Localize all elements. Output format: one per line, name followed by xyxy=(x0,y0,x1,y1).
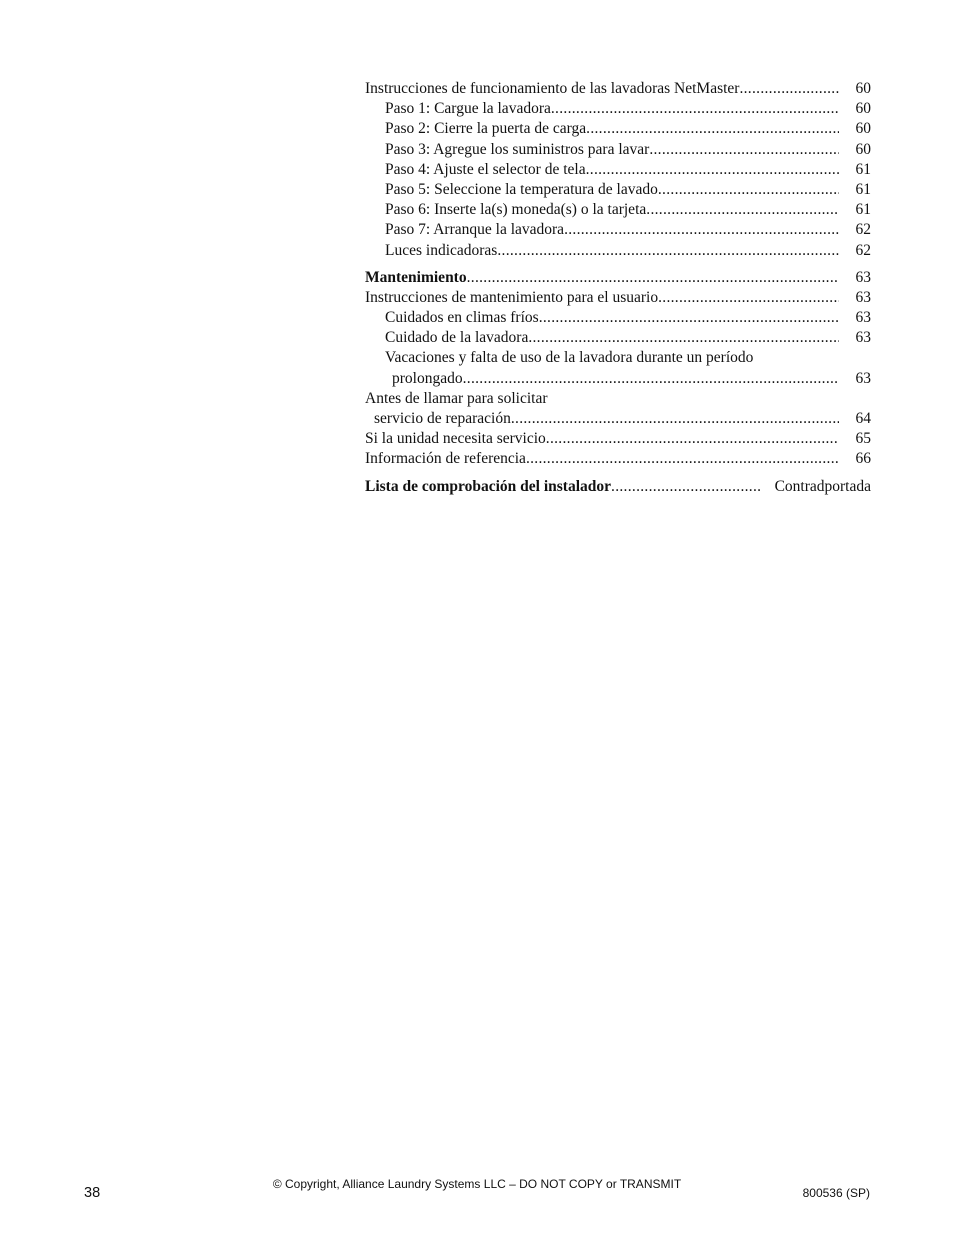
toc-leader xyxy=(564,220,839,240)
toc-entry-page: 63 xyxy=(855,329,871,347)
toc-entry-title: Paso 3: Agregue los suministros para lavar xyxy=(385,140,650,158)
toc-entry-title: Paso 2: Cierre la puerta de carga xyxy=(385,120,587,138)
toc-entry-title: Antes de llamar para solicitar xyxy=(365,389,548,407)
toc-entry-title: Mantenimiento xyxy=(365,268,467,286)
toc-entry-page: 62 xyxy=(855,241,871,259)
toc-entry-page: 65 xyxy=(855,430,871,448)
toc-entry-page: Contradportada xyxy=(774,477,871,495)
toc-entry xyxy=(365,409,871,429)
toc-entry-title: Luces indicadoras xyxy=(385,241,498,259)
toc-entry-title: Instrucciones de mantenimiento para el usuario xyxy=(365,288,659,306)
toc-leader xyxy=(646,200,839,220)
toc-leader xyxy=(586,119,839,139)
toc-entry-title: Vacaciones y falta de uso de la lavadora durante un período xyxy=(385,349,754,367)
toc-entry xyxy=(365,429,871,449)
toc-entry-title: Lista de comprobación del instalador xyxy=(365,477,612,495)
toc-leader xyxy=(526,449,839,469)
toc-leader xyxy=(658,288,839,308)
toc-entry-title: Si la unidad necesita servicio xyxy=(365,430,546,448)
toc-entry-page: 63 xyxy=(855,369,871,387)
toc-entry-page: 60 xyxy=(855,120,871,138)
toc-entry-page: 61 xyxy=(855,201,871,219)
toc-entry-page: 63 xyxy=(855,268,871,286)
toc-entry xyxy=(365,449,871,469)
toc-entry-title: Paso 4: Ajuste el selector de tela xyxy=(385,160,586,178)
toc-entry xyxy=(365,220,871,240)
toc-entry-title: Paso 7: Arranque la lavadora xyxy=(385,221,565,239)
toc-entry xyxy=(365,119,871,139)
toc-entry-title: Cuidado de la lavadora xyxy=(385,329,529,347)
toc-entry xyxy=(365,369,871,389)
toc-entry-page: 60 xyxy=(855,140,871,158)
table-of-contents xyxy=(365,79,871,497)
toc-leader xyxy=(551,99,839,119)
toc-leader xyxy=(539,308,839,328)
toc-entry-title-continued: servicio de reparación xyxy=(374,410,511,427)
toc-entry-page: 64 xyxy=(855,410,871,427)
toc-leader xyxy=(511,409,839,429)
page-number: 38 xyxy=(84,1185,101,1201)
toc-entry xyxy=(365,160,871,180)
toc-entry-title: Información de referencia xyxy=(365,450,526,468)
toc-entry-page: 63 xyxy=(855,288,871,306)
toc-entry xyxy=(365,268,871,288)
toc-entry-page: 63 xyxy=(855,309,871,327)
toc-entry xyxy=(365,79,871,99)
toc-leader xyxy=(586,160,839,180)
toc-leader xyxy=(463,369,839,389)
toc-entry xyxy=(365,308,871,328)
toc-entry-title: Instrucciones de funcionamiento de las lavadoras NetMaster xyxy=(365,80,740,97)
toc-leader xyxy=(546,429,839,449)
toc-entry xyxy=(365,288,871,308)
toc-leader xyxy=(467,268,839,288)
toc-entry-page: 60 xyxy=(855,80,871,97)
toc-entry-title: Paso 6: Inserte la(s) moneda(s) o la tarjeta xyxy=(385,201,647,219)
toc-entry-title: Cuidados en climas fríos xyxy=(385,309,539,327)
toc-entry-page: 62 xyxy=(855,221,871,239)
toc-entry xyxy=(365,241,871,261)
toc-leader xyxy=(611,477,761,497)
toc-leader xyxy=(649,140,839,160)
toc-leader xyxy=(497,241,839,261)
copyright-notice: © Copyright, Alliance Laundry Systems LLC – DO NOT COPY or TRANSMIT xyxy=(272,1177,682,1191)
toc-leader xyxy=(528,328,839,348)
toc-leader xyxy=(658,180,839,200)
toc-entry-title: Paso 1: Cargue la lavadora xyxy=(385,100,551,118)
document-number: 800536 (SP) xyxy=(802,1186,870,1200)
toc-entry-title: Paso 5: Seleccione la temperatura de lavado xyxy=(385,180,658,198)
toc-entry-title-continued: prolongado xyxy=(392,369,463,387)
toc-entry xyxy=(365,200,871,220)
toc-entry-page: 66 xyxy=(855,450,871,468)
toc-entry xyxy=(365,99,871,119)
toc-entry-page: 60 xyxy=(855,100,871,118)
toc-entry xyxy=(365,140,871,160)
toc-entry-page: 61 xyxy=(855,180,871,198)
toc-entry xyxy=(365,180,871,200)
toc-leader xyxy=(739,79,839,99)
toc-entry xyxy=(365,328,871,348)
toc-entry xyxy=(365,477,871,497)
toc-entry-page: 61 xyxy=(855,160,871,178)
